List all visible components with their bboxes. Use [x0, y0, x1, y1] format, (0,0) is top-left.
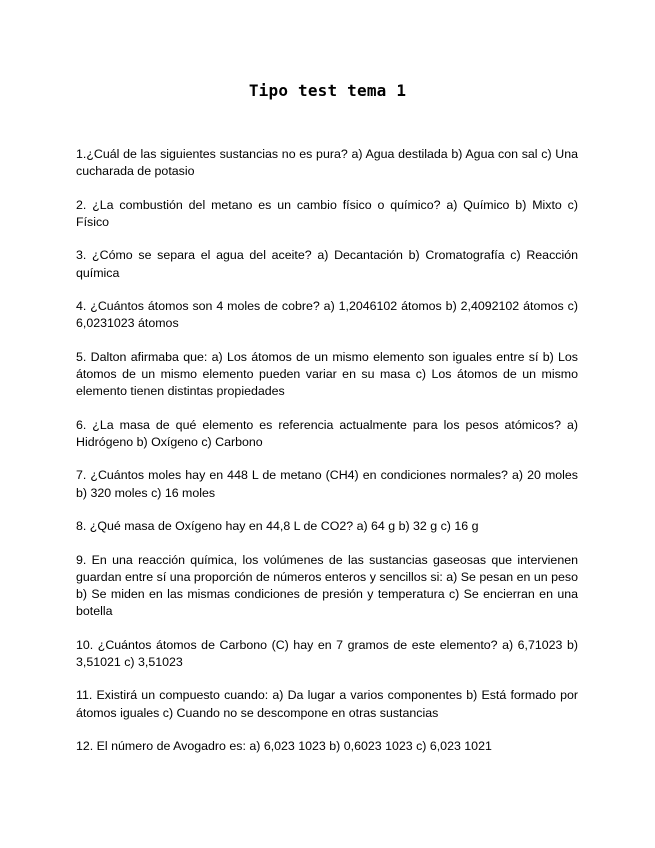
question-5: 5. Dalton afirmaba que: a) Los átomos de un mismo elemento son iguales entre sí b) Los átomos de un mismo elemento pueden variar en su masa c) Los átomos de un mismo elemento tienen distintas propiedades: [76, 349, 578, 399]
question-12: 12. El número de Avogadro es: a) 6,023 1023 b) 0,6023 1023 c) 6,023 1021: [76, 739, 492, 754]
question-8: 8. ¿Qué masa de Oxígeno hay en 44,8 L de CO2? a) 64 g b) 32 g c) 16 g: [76, 519, 479, 534]
question-1: 1.¿Cuál de las siguientes sustancias no es pura? a) Agua destilada b) Agua con sal c) Una cucharada de potasio: [76, 147, 578, 179]
question-11: 11. Existirá un compuesto cuando: a) Da lugar a varios componentes b) Está formado por átomos iguales c) Cuando no se descompone en otras sustancias: [76, 688, 578, 720]
question-7: 7. ¿Cuántos moles hay en 448 L de metano (CH4) en condiciones normales? a) 20 moles b) 320 moles c) 16 moles: [76, 468, 578, 500]
question-6: 6. ¿La masa de qué elemento es referencia actualmente para los pesos atómicos? a) Hidrógeno b) Oxígeno c) Carbono: [76, 417, 578, 449]
document-title: Tipo test tema 1: [248, 81, 407, 100]
question-list: [76, 146, 578, 772]
question-10: 10. ¿Cuántos átomos de Carbono (C) hay en 7 gramos de este elemento? a) 6,71023 b) 3,51021 c) 3,51023: [76, 637, 578, 669]
question-3: 3. ¿Cómo se separa el agua del aceite? a) Decantación b) Cromatografía c) Reacción química: [76, 248, 578, 280]
question-4: 4. ¿Cuántos átomos son 4 moles de cobre? a) 1,2046102 átomos b) 2,4092102 átomos c) 6,0231023 átomos: [76, 299, 578, 331]
question-2: 2. ¿La combustión del metano es un cambio físico o químico? a) Químico b) Mixto c) Físico: [76, 197, 578, 229]
question-9: 9. En una reacción química, los volúmenes de las sustancias gaseosas que intervienen guardan entre sí una proporción de números enteros y sencillos si: a) Se pesan en un peso b) Se miden en las mismas condiciones de presión y temperatura c) Se encierran en una botella: [76, 552, 578, 619]
